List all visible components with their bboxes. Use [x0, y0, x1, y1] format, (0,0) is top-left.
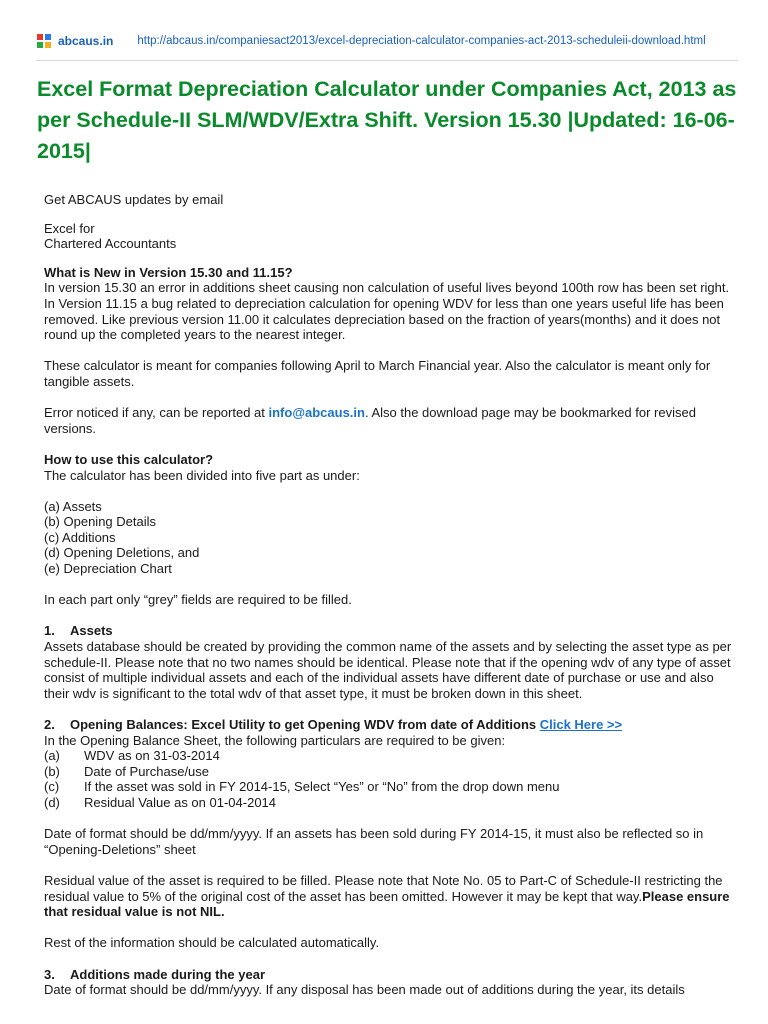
meant-for-text: These calculator is meant for companies following April to March Financial year. Also the calculator is meant only for tangible assets. [44, 358, 711, 389]
residual-value-text: Residual value of the asset is required to be filled. Please note that Note No. 05 to Part-C of Schedule-II restricting the residual value to 5% of the original cost of the asset has been omitted. However it may be kept that way.Please ensure that residual value is not NIL. [44, 872, 730, 920]
chartered-accountants-text: Chartered Accountants [44, 236, 177, 252]
part-item: (a) Assets [44, 498, 102, 514]
whats-new-p1: In version 15.30 an error in additions sheet causing non calculation of useful lives beyond 100th row has been set right. [44, 280, 730, 296]
error-report-text: Error noticed if any, can be reported at info@abcaus.in. Also the download page may be bookmarked for revised versions. [44, 405, 696, 436]
email-link[interactable]: info@abcaus.in [268, 405, 365, 421]
section-2-heading: 2. Opening Balances: Excel Utility to get Opening WDV from date of Additions Click Here >> [44, 717, 623, 732]
email-updates-text[interactable]: Get ABCAUS updates by email [44, 192, 224, 207]
section-3-text: Date of format should be dd/mm/yyyy. If any disposal has been made out of additions during the year, its details [44, 982, 685, 998]
list-item: (a) WDV as on 31-03-2014 [44, 748, 220, 764]
grey-note-text: In each part only “grey” fields are required to be filled. [44, 592, 352, 608]
part-item: (d) Opening Deletions, and [44, 545, 200, 561]
header-divider [36, 60, 738, 61]
click-here-link[interactable]: Click Here >> [539, 717, 623, 732]
whats-new-heading: What is New in Version 15.30 and 11.15? [44, 264, 293, 280]
section-1-heading: 1. Assets [44, 623, 113, 639]
page-title: Excel Format Depreciation Calculator under Companies Act, 2013 as per Schedule-II SLM/WDV/Extra Shift. Version 15.30 |Updated: 16-06-2015| [37, 77, 737, 163]
how-to-text: The calculator has been divided into five part as under: [44, 467, 360, 483]
list-item: (b) Date of Purchase/use [44, 763, 210, 779]
part-item: (e) Depreciation Chart [44, 561, 172, 577]
date-format-text: Date of format should be dd/mm/yyyy. If an assets has been sold during FY 2014-15, it must also be reflected so in “Opening-Deletions” sheet [44, 826, 704, 857]
rest-info-text: Rest of the information should be calculated automatically. [44, 935, 380, 951]
site-link[interactable]: abcaus.in [58, 34, 114, 48]
article-body [44, 192, 734, 998]
list-item: (d) Residual Value as on 01-04-2014 [44, 794, 277, 810]
section-3-heading: 3. Additions made during the year [44, 966, 266, 982]
part-item: (c) Additions [44, 529, 116, 545]
part-item: (b) Opening Details [44, 514, 156, 530]
section-2-text: In the Opening Balance Sheet, the following particulars are required to be given: [44, 732, 506, 748]
list-item: (c) If the asset was sold in FY 2014-15, Select “Yes” or “No” from the drop down menu [44, 779, 560, 795]
top-link-bar [36, 30, 738, 52]
page-url-link[interactable]: http://abcaus.in/companiesact2013/excel-depreciation-calculator-companies-act-2013-scheduleii-download.html [137, 35, 706, 47]
excel-for-text: Excel for [44, 220, 95, 236]
abcaus-logo-icon [36, 33, 52, 49]
how-to-heading: How to use this calculator? [44, 451, 214, 467]
whats-new-p2: In Version 11.15 a bug related to depreciation calculation for opening WDV for less than one years useful life has been removed. Like previous version 11.00 it calculates depreciation based on the fraction of years(months) and it does not round up the completed years to the nearest integer. [44, 295, 724, 343]
section-1-text: Assets database should be created by providing the common name of the assets and by selecting the asset type as per schedule-II. Please note that no two names should be identical. Please note that if the opening wdv of any type of asset consist of multiple individual assets and each of the individual assets have different date of purchase or use and also their wdv is significant to the total wdv of that asset type, it must be broken down in this sheet. [44, 639, 732, 701]
